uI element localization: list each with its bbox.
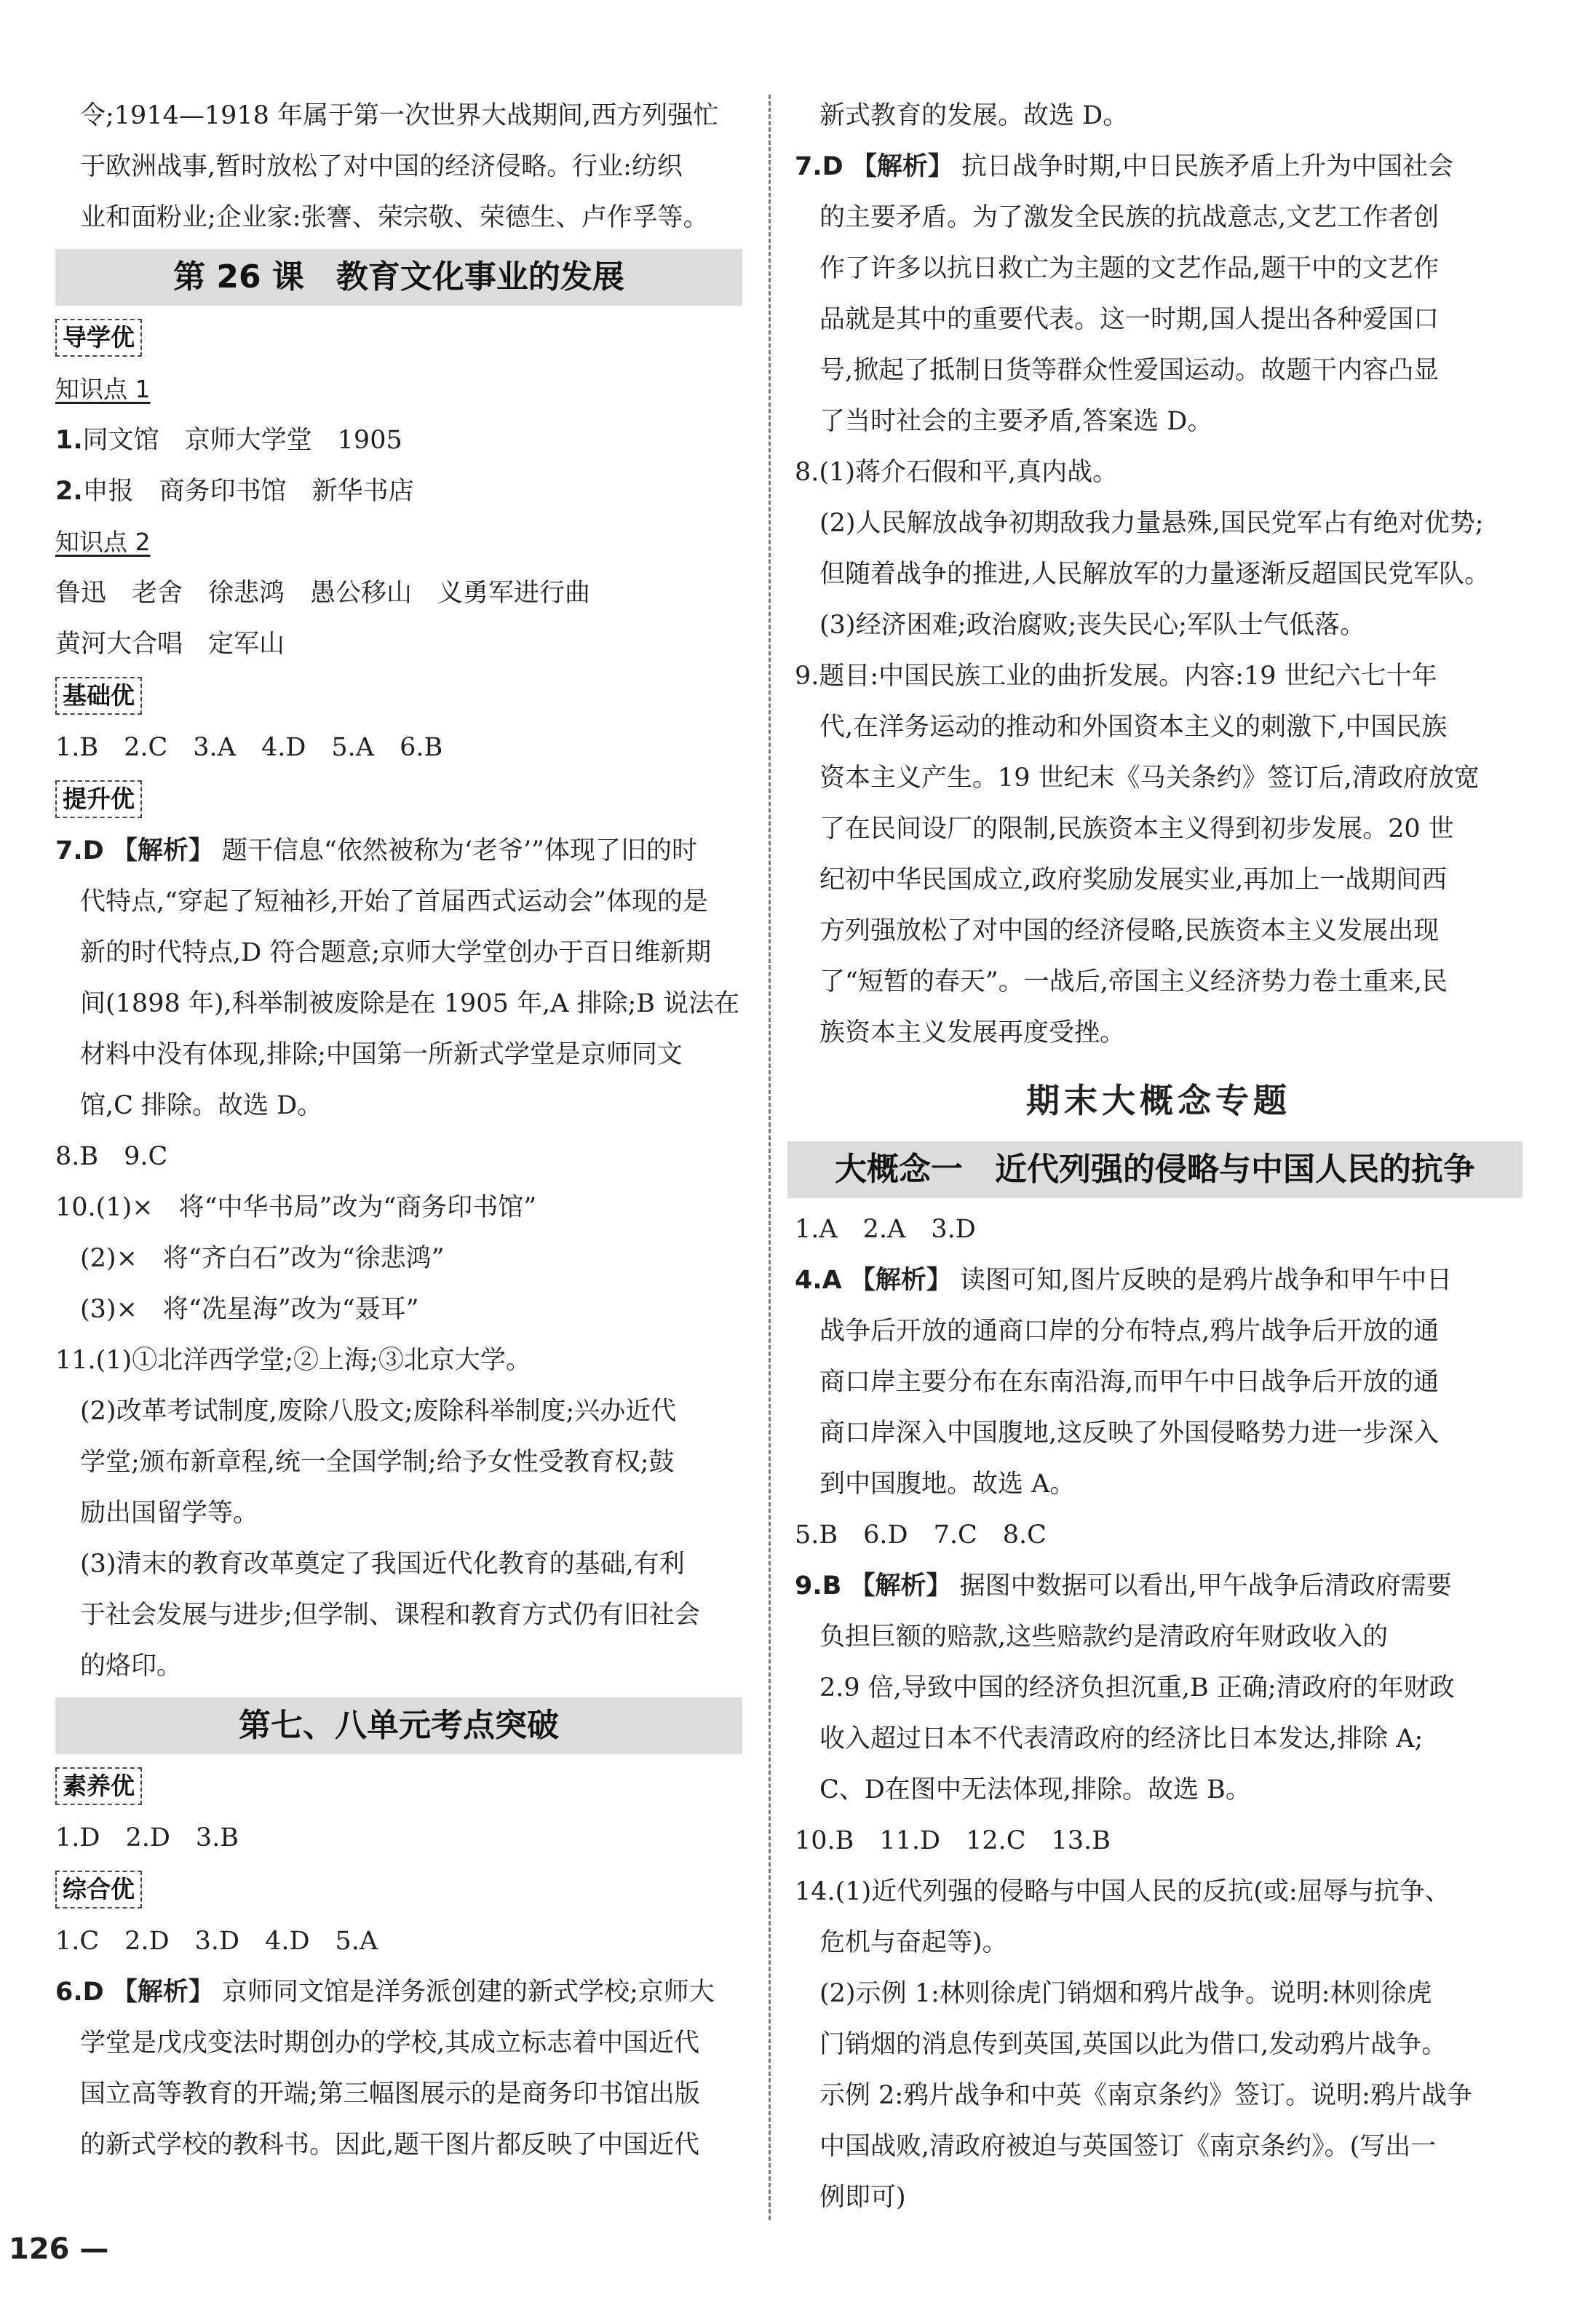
- question-7: 7.D 【解析】 抗日战争时期,中日民族矛盾上升为中国社会: [795, 152, 1454, 181]
- answer-line: 门销烟的消息传到英国,英国以此为借口,发动鸦片战争。: [819, 2030, 1448, 2059]
- explanation-line: 新式教育的发展。故选 D。: [819, 101, 1129, 130]
- lesson-title: 第 26 课 教育文化事业的发展: [55, 249, 742, 306]
- question-4: 4.A 【解析】 读图可知,图片反映的是鸦片战争和甲午中日: [795, 1266, 1453, 1295]
- answer-line: 8.B 9.C: [55, 1142, 168, 1171]
- section-tag-zonghe: 综合优: [55, 1871, 142, 1908]
- answer-line: 学堂;颁布新章程,统一全国学制;给予女性受教育权;鼓: [80, 1448, 675, 1477]
- explanation-line: 到中国腹地。故选 A。: [819, 1470, 1076, 1499]
- answer-line: (3)经济困难;政治腐败;丧失民心;军队士气低落。: [819, 611, 1365, 640]
- intro-line: 业和面粉业;企业家:张謇、荣宗敬、荣德生、卢作孚等。: [80, 203, 709, 232]
- explanation-line: 的新式学校的教科书。因此,题干图片都反映了中国近代: [80, 2130, 700, 2160]
- knowledge-point-1: 知识点 1: [55, 375, 151, 403]
- explanation-line: 2.9 倍,导致中国的经济负担沉重,B 正确;清政府的年财政: [819, 1673, 1455, 1702]
- answer-line: (3)清末的教育改革奠定了我国近代化教育的基础,有利: [80, 1550, 685, 1579]
- answer-line: 了“短暂的春天”。一战后,帝国主义经济势力卷土重来,民: [819, 967, 1448, 996]
- explanation-line: 收入超过日本不代表清政府的经济比日本发达,排除 A;: [819, 1724, 1424, 1753]
- question-6: 6.D 【解析】 京师同文馆是洋务派创建的新式学校;京师大: [55, 1978, 715, 2007]
- question-11: 11.(1)①北洋西学堂;②上海;③北京大学。: [55, 1346, 531, 1375]
- question-10: 10.(1)× 将“中华书局”改为“商务印书馆”: [55, 1193, 537, 1222]
- explanation-line: 馆,C 排除。故选 D。: [80, 1091, 323, 1120]
- answer-line: 资本主义产生。19 世纪末《马关条约》签订后,清政府放宽: [819, 764, 1480, 793]
- answer-line: 代,在洋务运动的推动和外国资本主义的刺激下,中国民族: [819, 713, 1448, 742]
- answer-line: 黄河大合唱 定军山: [55, 630, 285, 659]
- explanation-line: C、D在图中无法体现,排除。故选 B。: [819, 1775, 1251, 1804]
- right-column: [795, 90, 1522, 2223]
- answer-line: 2.申报 商务印书馆 新华书店: [55, 477, 414, 506]
- explanation-line: 的主要矛盾。为了激发全民族的抗战意志,文艺工作者创: [819, 203, 1440, 232]
- answer-line: (2)× 将“齐白石”改为“徐悲鸿”: [80, 1244, 445, 1273]
- section-tag-daoxue: 导学优: [55, 319, 142, 357]
- answer-line: (2)改革考试制度,废除八股文;废除科举制度;兴办近代: [80, 1397, 677, 1426]
- knowledge-point-2: 知识点 2: [55, 528, 151, 556]
- explanation-line: 材料中没有体现,排除;中国第一所新式学堂是京师同文: [80, 1040, 683, 1069]
- answer-line: 例即可): [819, 2183, 906, 2212]
- answer-line: 危机与奋起等)。: [819, 1928, 1008, 1957]
- page-number: 126 —: [9, 2232, 109, 2266]
- explanation-line: 了当时社会的主要矛盾,答案选 D。: [819, 407, 1213, 436]
- answer-line: 1.同文馆 京师大学堂 1905: [55, 426, 402, 455]
- answer-line: 但随着战争的推进,人民解放军的力量逐渐反超国民党军队。: [819, 560, 1490, 589]
- answer-line: 1.C 2.D 3.D 4.D 5.A: [55, 1927, 378, 1956]
- answer-line: 1.A 2.A 3.D: [795, 1215, 976, 1244]
- answer-line: 中国战败,清政府被迫与英国签订《南京条约》。(写出一: [819, 2132, 1437, 2161]
- question-14: 14.(1)近代列强的侵略与中国人民的反抗(或:屈辱与抗争、: [795, 1877, 1450, 1906]
- answer-line: 1.D 2.D 3.B: [55, 1823, 239, 1852]
- answer-line: 5.B 6.D 7.C 8.C: [795, 1521, 1047, 1550]
- section-tag-tisheng: 提升优: [55, 780, 142, 818]
- explanation-line: 学堂是戊戌变法时期创办的学校,其成立标志着中国近代: [80, 2029, 700, 2058]
- unit-title: 第七、八单元考点突破: [55, 1697, 742, 1754]
- question-8: 8.(1)蒋介石假和平,真内战。: [795, 458, 1119, 487]
- explanation-line: 国立高等教育的开端;第三幅图展示的是商务印书馆出版: [80, 2080, 700, 2109]
- big-concept-title: 期末大概念专题: [1026, 1081, 1291, 1120]
- explanation-line: 商口岸深入中国腹地,这反映了外国侵略势力进一步深入: [819, 1419, 1440, 1448]
- answer-line: (2)人民解放战争初期敌我力量悬殊,国民党军占有绝对优势;: [819, 509, 1484, 538]
- explanation-line: 品就是其中的重要代表。这一时期,国人提出各种爱国口: [819, 305, 1440, 334]
- answer-line: 族资本主义发展再度受挫。: [819, 1018, 1126, 1047]
- answer-line: 鲁迅 老舍 徐悲鸿 愚公移山 义勇军进行曲: [55, 579, 591, 608]
- concept-title: 大概念一 近代列强的侵略与中国人民的抗争: [787, 1141, 1522, 1198]
- explanation-line: 战争后开放的通商口岸的分布特点,鸦片战争后开放的通: [819, 1317, 1440, 1346]
- answer-line: 励出国留学等。: [80, 1499, 259, 1528]
- question-7: 7.D 【解析】 题干信息“依然被称为‘老爷’”体现了旧的时: [55, 836, 698, 865]
- explanation-line: 号,掀起了抵制日货等群众性爱国运动。故题干内容凸显: [819, 356, 1440, 385]
- answer-line: 了在民间设厂的限制,民族资本主义得到初步发展。20 世: [819, 814, 1454, 844]
- explanation-line: 作了许多以抗日救亡为主题的文艺作品,题干中的文艺作: [819, 254, 1440, 283]
- intro-line: 于欧洲战事,暂时放松了对中国的经济侵略。行业:纺织: [80, 152, 683, 181]
- answer-line: 1.B 2.C 3.A 4.D 5.A 6.B: [55, 733, 443, 762]
- explanation-line: 新的时代特点,D 符合题意;京师大学堂创办于百日维新期: [80, 938, 712, 967]
- answer-line: 方列强放松了对中国的经济侵略,民族资本主义发展出现: [819, 916, 1440, 946]
- answer-line: 示例 2:鸦片战争和中英《南京条约》签订。说明:鸦片战争: [819, 2081, 1472, 2110]
- explanation-line: 代特点,“穿起了短袖衫,开始了首届西式运动会”体现的是: [80, 887, 709, 916]
- answer-line: 的烙印。: [80, 1652, 183, 1681]
- question-9: 9.题目:中国民族工业的曲折发展。内容:19 世纪六七十年: [795, 662, 1437, 691]
- left-column: [55, 90, 742, 2171]
- intro-line: 令;1914—1918 年属于第一次世界大战期间,西方列强忙: [80, 101, 719, 130]
- section-tag-suyang: 素养优: [55, 1767, 142, 1805]
- explanation-line: 负担巨额的赔款,这些赔款约是清政府年财政收入的: [819, 1622, 1389, 1652]
- answer-line: 于社会发展与进步;但学制、课程和教育方式仍有旧社会: [80, 1601, 700, 1630]
- section-tag-jichu: 基础优: [55, 677, 142, 715]
- question-9b: 9.B 【解析】 据图中数据可以看出,甲午战争后清政府需要: [795, 1571, 1452, 1601]
- explanation-line: 商口岸主要分布在东南沿海,而甲午中日战争后开放的通: [819, 1368, 1440, 1397]
- answer-line: (3)× 将“冼星海”改为“聂耳”: [80, 1295, 419, 1324]
- column-divider: [769, 95, 771, 2220]
- explanation-line: 间(1898 年),科举制被废除是在 1905 年,A 排除;B 说法在: [80, 989, 740, 1018]
- answer-line: (2)示例 1:林则徐虎门销烟和鸦片战争。说明:林则徐虎: [819, 1979, 1432, 2008]
- answer-line: 纪初中华民国成立,政府奖励发展实业,再加上一战期间西: [819, 865, 1448, 895]
- answer-line: 10.B 11.D 12.C 13.B: [795, 1826, 1111, 1855]
